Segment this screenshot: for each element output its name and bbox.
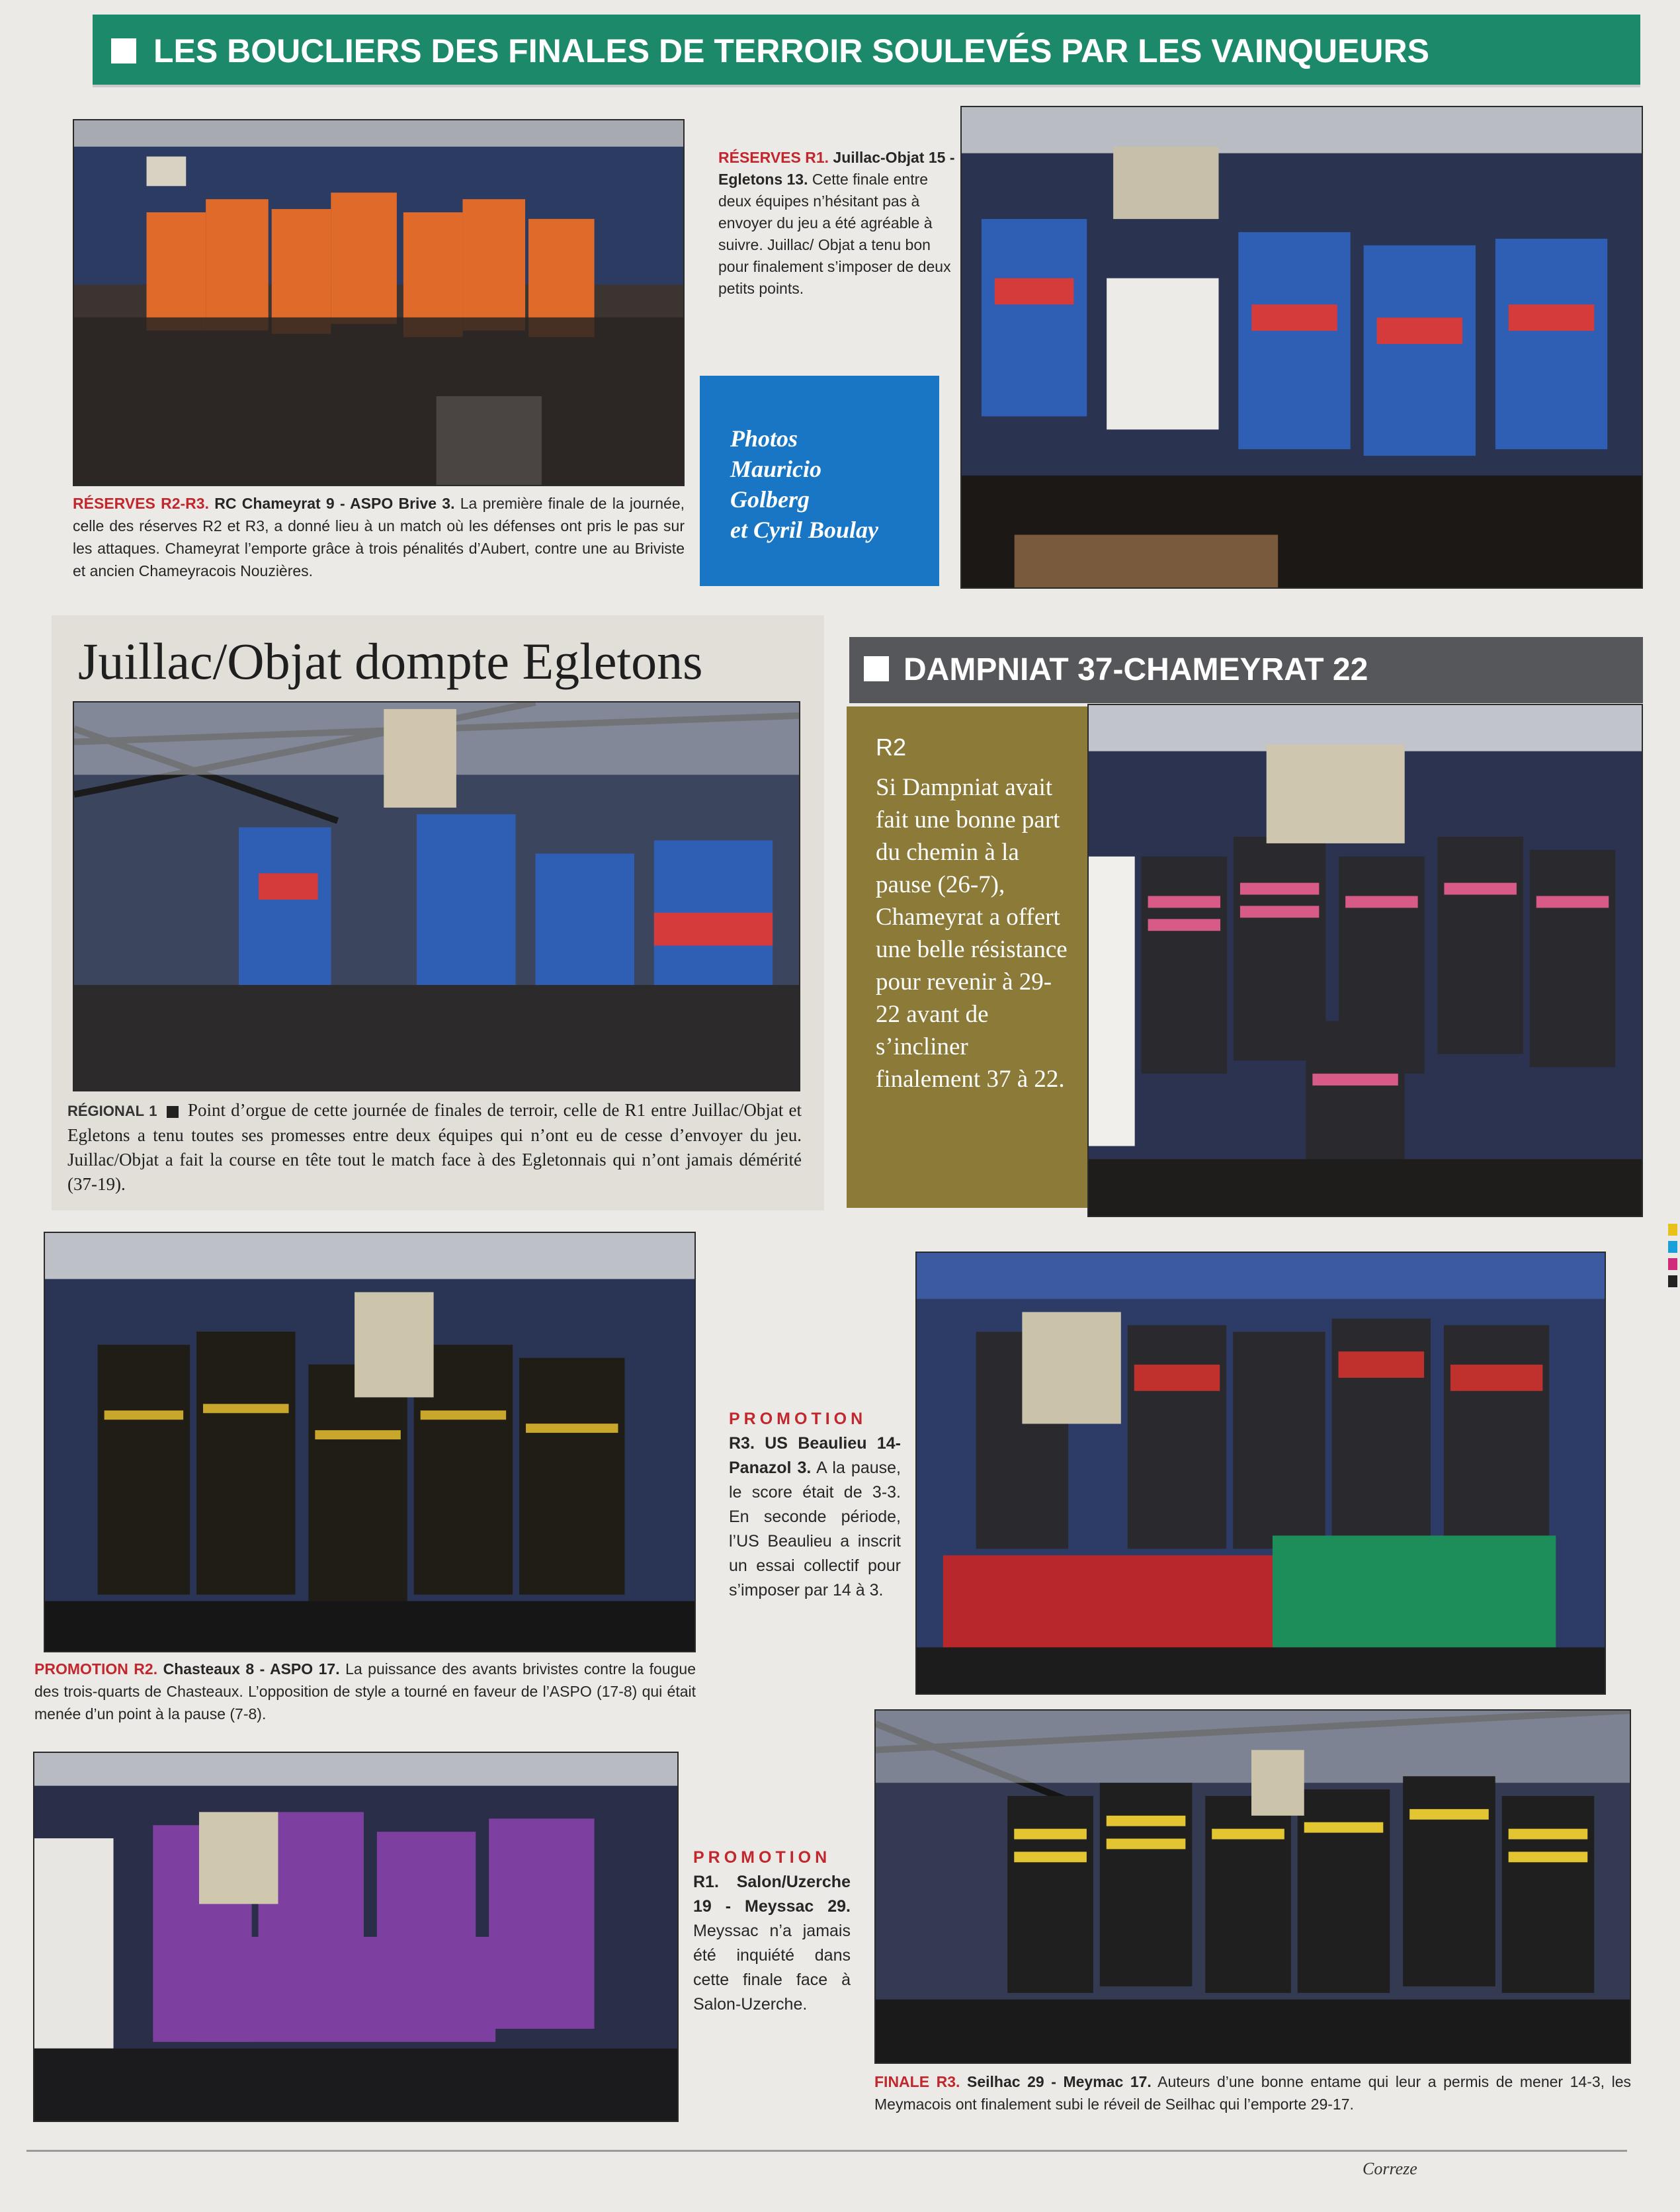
dampniat-headline: DAMPNIAT 37-CHAMEYRAT 22 <box>903 652 1368 687</box>
photo-promotion-r1 <box>33 1752 679 2122</box>
footer-section-label: Correze <box>1363 2159 1417 2178</box>
top-banner-title: LES BOUCLIERS DES FINALES DE TERROIR SOULEVÉS PAR LES VAINQUEURS <box>153 32 1429 69</box>
square-bullet-icon <box>864 656 889 681</box>
photo-promotion-r2 <box>44 1232 696 1652</box>
dampniat-sub: R2 <box>876 734 907 761</box>
caption-reserves-r1: RÉSERVES R1. Juillac-Objat 15 - Egletons 13. Cette finale entre deux équipes n’hésitant pas à envoyer du jeu a été agréable à suivre. Juillac/ Objat a tenu bon pour finalement s’imposer de deux petits points. <box>718 149 955 297</box>
photo-credit-line: Golberg <box>730 486 810 513</box>
caption-juillac: RÉGIONAL 1 Point d’orgue de cette journée de finales de terroir, celle de R1 entre Juillac/Objat et Egletons a tenu toutes ses promesses entre deux équipes qui n’ont eu de cesse d’envoyer du jeu. Juillac/Objat a fait la course en tête tout le match face à des Egletonnais qui n’ont jamais démérité (37-19). <box>67 1100 802 1194</box>
footer-rule <box>26 2150 1627 2152</box>
caption-finale-r3: FINALE R3. Seilhac 29 - Meymac 17. Auteurs d’une bonne entame qui leur a permis de mener 14-3, les Meymacois ont finalement subi le réveil de Seilhac qui l’emporte 29-17. <box>874 2073 1632 2113</box>
caption-promotion-r3: PROMOTION R3. US Beaulieu 14-Panazol 3. A la pause, le score était de 3-3. En seconde période, l’US Beaulieu a inscrit un essai collectif pour s’imposer par 14 à 3. <box>729 1410 901 1599</box>
caption-promotion-r2: PROMOTION R2. Chasteaux 8 - ASPO 17. La puissance des avants brivistes contre la fougue des trois-quarts de Chasteaux. L’opposition de style a tourné en faveur de l’ASPO (17-8) qui était menée d’un point à la pause (7-8). <box>34 1660 696 1723</box>
dampniat-headline-bar <box>849 637 1643 703</box>
square-bullet-icon <box>111 38 136 64</box>
photo-credit-line: Photos <box>730 425 798 452</box>
square-bullet-icon <box>167 1106 179 1118</box>
photo-reserves-r2-r3 <box>73 119 685 486</box>
photo-credit-line: Mauricio <box>730 456 822 482</box>
juillac-headline: Juillac/Objat dompte Egletons <box>78 632 703 690</box>
photo-promotion-r3 <box>915 1252 1606 1695</box>
top-banner <box>93 15 1640 87</box>
caption-promotion-r1: PROMOTION R1. Salon/Uzerche 19 - Meyssac 29. Meyssac n’a jamais été inquiété dans cette finale face à Salon-Uzerche. <box>693 1848 851 2014</box>
photo-dampniat <box>1087 704 1643 1217</box>
photo-credit-line: et Cyril Boulay <box>730 517 878 543</box>
caption-reserves-r2-r3: RÉSERVES R2-R3. RC Chameyrat 9 - ASPO Brive 3. La première finale de la journée, celle des réserves R2 et R3, a donné lieu à un match où les défenses ont pris le pas sur les attaques. Chameyrat l’emporte grâce à trois pénalités d’Aubert, contre une au Briviste et ancien Chameyracois Nouzières. <box>73 495 685 579</box>
dampniat-textbox <box>847 706 1093 1208</box>
photo-finale-r3 <box>874 1709 1631 2064</box>
print-registration-marks <box>1668 1224 1677 1323</box>
photo-credit-box <box>700 376 939 586</box>
photo-juillac-objat <box>73 701 800 1091</box>
photo-reserves-r1 <box>960 106 1643 589</box>
dampniat-text: Si Dampniat avait fait une bonne part du chemin à la pause (26-7), Chameyrat a offert une belle résistance pour revenir à 29-22 avant de s’incliner finalement 37 à 22. <box>876 774 1068 1093</box>
